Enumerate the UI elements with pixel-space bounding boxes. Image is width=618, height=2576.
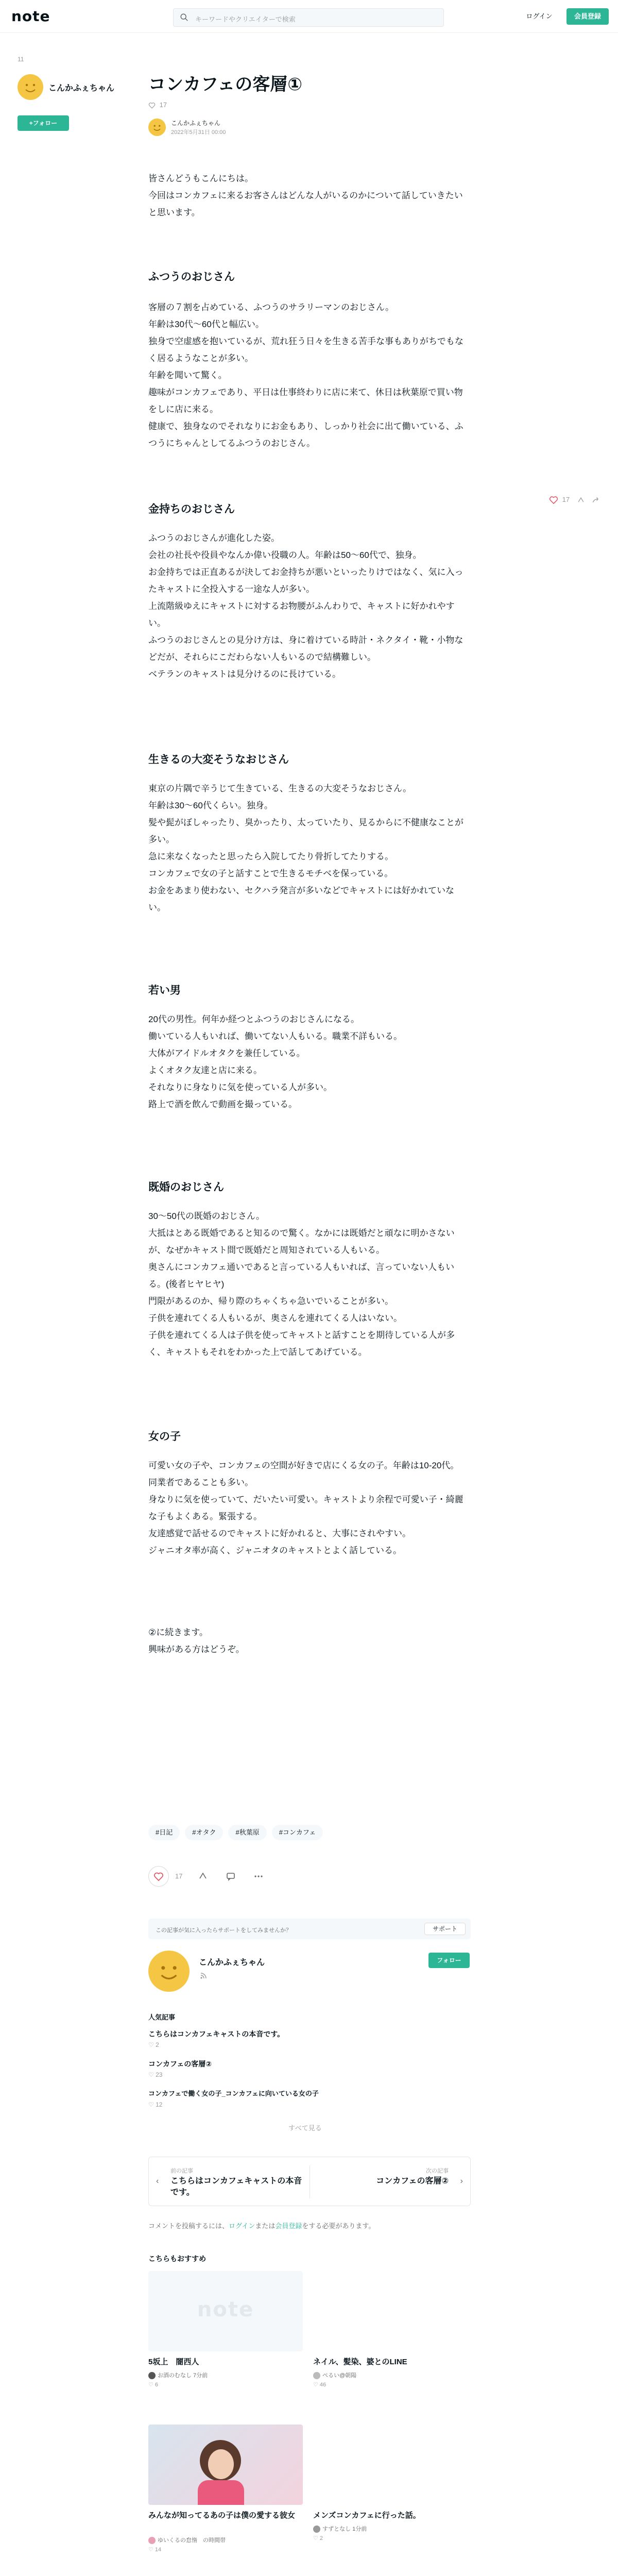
card-likes: ♡ 46 — [313, 2382, 327, 2388]
body-line: 門限があるのか、帰り際のちゃくちゃ急いでいることが多い。 — [148, 1296, 393, 1306]
section-heading: 金持ちのおじさん — [148, 503, 235, 515]
prev-label: 前の記事 — [170, 2168, 193, 2174]
card-user — [148, 2536, 226, 2544]
hashtag[interactable]: #秋葉原 — [228, 1825, 266, 1840]
card-likes: ♡ 14 — [148, 2547, 162, 2553]
share-icon[interactable] — [198, 1871, 208, 1882]
body-line: 髪や髭がぼしゃったり、臭かったり、太っていたり、見るからに不健康なことが多い。 — [148, 818, 464, 844]
body-line: それなりに身なりに気を使っている人が多い。 — [148, 1082, 332, 1092]
smile-face-icon — [148, 1951, 190, 1992]
user-avatar — [148, 2537, 156, 2544]
popular-item-title[interactable]: コンカフェの客層② — [148, 2060, 212, 2068]
chevron-left-icon[interactable]: ‹ — [156, 2177, 159, 2185]
body-line: 健康で、独身なのでそれなりにお金もあり、しっかり社会に出て働いている、ふつうにちゃんとしてるふつうのおじさん。 — [148, 421, 464, 448]
chevron-right-icon[interactable]: › — [460, 2177, 463, 2185]
card-like-count: 14 — [154, 2547, 162, 2553]
hashtag[interactable]: #コンカフェ — [272, 1825, 323, 1840]
section-heading: 生きるの大変そうなおじさん — [148, 754, 289, 766]
user-avatar — [313, 2526, 320, 2533]
card-title[interactable]: 5坂上 闇西人 — [148, 2358, 199, 2366]
smile-face-icon — [18, 74, 43, 100]
support-text: この記事が気に入ったらサポートをしてみませんか？ — [156, 1927, 291, 1934]
outro-line: 興味がある方はどうぞ。 — [148, 1645, 245, 1654]
comment-text: コメントを投稿するには、 — [148, 2222, 229, 2230]
body-line: 大抵はとある既婚であると知るので驚く。なかには既婚だと頑なに明かさないが、なぜかキャスト間で既婚だと周知されている人もいる。 — [148, 1228, 455, 1255]
section-body — [148, 530, 468, 683]
card-title[interactable]: メンズコンカフェに行った話。 — [313, 2511, 421, 2520]
section-body — [148, 1457, 468, 1559]
publish-date: 2022年5月31日 00:00 — [171, 129, 226, 135]
section-heading: 若い男 — [148, 985, 181, 996]
body-line: お金をあまり使わない、セクハラ発言が多いなどでキャストには好かれていない。 — [148, 886, 454, 912]
like-button[interactable] — [148, 1866, 169, 1887]
outro-paragraph — [148, 1624, 468, 1658]
body-line: 年齢は30代〜60代と幅広い。 — [148, 319, 264, 329]
profile-card-avatar[interactable] — [148, 1951, 190, 1992]
photo-face-shape — [208, 2449, 234, 2479]
body-line: 路上で酒を飲んで動画を撮っている。 — [148, 1099, 297, 1109]
body-line: ふつうのおじさんとの見分け方は、身に着けている時計・ネクタイ・靴・小物などだが、それらにこだわらない人もいるので結構難しい。 — [148, 635, 464, 662]
intro-line: 皆さんどうもこんにちは。 — [148, 174, 253, 183]
comment-text: をする必要があります。 — [302, 2222, 375, 2230]
card-likes: ♡ 6 — [148, 2382, 159, 2388]
see-all-link[interactable]: すべて見る — [288, 2124, 322, 2132]
creator-avatar[interactable] — [18, 74, 43, 100]
site-header — [0, 0, 618, 33]
body-line: 20代の男性。何年か経つとふつうのおじさんになる。 — [148, 1014, 359, 1024]
popular-like-count: 2 — [156, 2041, 159, 2048]
login-button[interactable]: ログイン — [526, 12, 553, 20]
article-navigation — [148, 2157, 471, 2206]
popular-item-likes: ♡ 12 — [148, 2101, 163, 2108]
body-line: 子供を連れてくる人もいるが、奥さんを連れてくる人はいない。 — [148, 1313, 402, 1323]
body-line: 可愛い女の子や、コンカフェの空間が好きで店にくる女の子。年齢は10-20代。同業者であることも多い。 — [148, 1461, 459, 1487]
comment-signup-link[interactable]: 会員登録 — [275, 2222, 302, 2230]
creator-name[interactable]: こんかふぇちゃん — [48, 84, 115, 93]
card-user — [313, 2371, 356, 2379]
body-line: 年齢は30〜60代くらい。独身。 — [148, 801, 273, 810]
author-avatar[interactable] — [148, 118, 166, 136]
popular-item-likes: ♡ 2 — [148, 2041, 159, 2048]
body-line: 趣味がコンカフェであり、平日は仕事終わりに店に来て、休日は秋葉原で買い物をしに店に来る。 — [148, 387, 463, 414]
popular-heading: 人気記事 — [148, 2013, 176, 2021]
section-heading: ふつうのおじさん — [148, 271, 235, 283]
card-title[interactable]: みんなが知ってるあの子は僕の愛する彼女 — [148, 2511, 296, 2520]
sidebar-count: 11 — [18, 56, 24, 63]
body-line: ジャニオタ率が高く、ジャニオタのキャストとよく話している。 — [148, 1546, 402, 1555]
note-placeholder-logo: note — [197, 2298, 254, 2321]
search-placeholder: キーワードやクリエイターで検索 — [195, 15, 296, 23]
section-body — [148, 780, 468, 916]
body-line: 東京の片隅で辛うじて生きている、生きるの大変そうなおじさん。 — [148, 784, 412, 793]
card-user-name: すずとなし 1分前 — [322, 2526, 367, 2532]
body-line: 身なりに気を使っていて、だいたい可愛い。キャストより余程で可愛い子・綺麗な子もよくある。緊張する。 — [148, 1495, 464, 1521]
next-article-link[interactable]: コンカフェの客層② — [376, 2177, 449, 2185]
body-line: 30〜50代の既婚のおじさん。 — [148, 1211, 265, 1221]
recommend-heading: こちらもおすすめ — [148, 2255, 207, 2263]
body-line: 急に来なくなったと思ったら入院してたり骨折してたりする。 — [148, 852, 393, 861]
more-options-icon[interactable] — [253, 1871, 264, 1882]
next-label: 次の記事 — [426, 2168, 449, 2174]
card-thumbnail — [148, 2271, 303, 2351]
intro-line: 今回はコンカフェに来るお客さんはどんな人がいるのかについて話していきたいと思います。 — [148, 191, 463, 217]
popular-like-count: 12 — [156, 2101, 163, 2108]
heart-icon — [153, 1872, 164, 1882]
rss-icon[interactable] — [200, 1972, 207, 1979]
comment-login-link[interactable]: ログイン — [229, 2222, 255, 2230]
body-line: 独身で空虚感を抱いているが、荒れ狂う日々を生きる苦手な事もありがちでもなく居るようなことが多い。 — [148, 336, 464, 363]
card-like-count: 46 — [319, 2382, 327, 2388]
signup-button[interactable]: 会員登録 — [566, 8, 609, 25]
comment-text: または — [255, 2222, 276, 2230]
body-line: 働いている人もいれば、働いてない人もいる。職業不詳もいる。 — [148, 1031, 402, 1041]
title-like-row — [148, 101, 167, 112]
smile-face-icon — [148, 118, 166, 136]
intro-paragraph — [148, 170, 468, 221]
outro-line: ②に続きます。 — [148, 1628, 208, 1637]
note-logo[interactable]: note — [11, 8, 50, 25]
author-name[interactable]: こんかふぇちゃん — [171, 120, 221, 127]
hashtag-list — [148, 1825, 328, 1841]
popular-item-title[interactable]: こちらはコンカフェキャストの本音です。 — [148, 2030, 285, 2038]
user-avatar — [148, 2372, 156, 2379]
hashtag[interactable]: #オタク — [185, 1825, 223, 1840]
body-line: 上流階級ゆえにキャストに対するお物腰がふんわりで、キャストに好かれやすい。 — [148, 601, 455, 628]
card-like-count: 2 — [319, 2535, 323, 2541]
comment-icon[interactable] — [226, 1871, 236, 1882]
support-banner — [148, 1919, 471, 1939]
card-user — [148, 2371, 208, 2379]
floating-actions — [549, 496, 616, 508]
title-like-count: 17 — [159, 101, 167, 109]
follow-button[interactable]: +フォロー — [18, 115, 69, 131]
body-line: ふつうのおじさんが進化した姿。 — [148, 533, 280, 543]
body-line: ベテランのキャストは見分けるのに長けている。 — [148, 669, 341, 679]
comment-notice — [148, 2221, 375, 2230]
body-line: 奥さんにコンカフェ通いであると言っている人もいれば、言っていない人もいる。(後者ヒヤヒヤ) — [148, 1262, 455, 1289]
card-user-name: ゆいくるの怠惰 の時間帯 — [158, 2537, 226, 2544]
photo-body-shape — [198, 2480, 244, 2505]
card-user — [313, 2524, 367, 2533]
body-line: 子供を連れてくる人は子供を使ってキャストと話すことを期待している人が多く、キャストもそれをわかった上で話してあげている。 — [148, 1330, 455, 1357]
body-line: よくオタク友達と店に来る。 — [148, 1065, 262, 1075]
card-like-count: 6 — [154, 2382, 159, 2388]
body-line: 年齢を聞いて驚く。 — [148, 370, 227, 380]
profile-card-name[interactable]: こんかふぇちゃん — [199, 1958, 265, 1967]
bottom-like-count: 17 — [175, 1872, 183, 1880]
heart-icon[interactable] — [148, 102, 156, 109]
body-line: コンカフェで女の子と話すことで生きるモチベを保っている。 — [148, 869, 393, 878]
search-icon — [180, 13, 189, 22]
forward-arrow-icon[interactable] — [592, 496, 600, 504]
body-line: お金持ちでは正直あるが決してお金持ちが悪いといったりけではなく、気に入ったキャストに全投入する一途な人が多い。 — [148, 567, 464, 594]
support-button[interactable]: サポート — [424, 1923, 466, 1935]
card-user-name: ぺるい@朝陽 — [322, 2372, 357, 2379]
prev-article-link[interactable]: こちらはコンカフェキャストの本音です。 — [170, 2177, 302, 2197]
hashtag[interactable]: #日記 — [148, 1825, 180, 1840]
card-title[interactable]: ネイル、髪染、婆とのLINE — [313, 2358, 407, 2366]
popular-like-count: 23 — [156, 2071, 163, 2078]
float-like-count: 17 — [562, 496, 570, 504]
body-line: 会社の社長や役員やなんか偉い役職の人。年齢は50〜60代で、独身。 — [148, 550, 422, 560]
article-title: コンカフェの客層① — [148, 75, 303, 94]
section-heading: 女の子 — [148, 1431, 181, 1443]
body-line: 客層の７割を占めている、ふつうのサラリーマンのおじさん。 — [148, 302, 394, 312]
body-line: 友達感覚で話せるのでキャストに好かれると、大事にされやすい。 — [148, 1529, 411, 1538]
section-body — [148, 299, 468, 452]
popular-item-likes: ♡ 23 — [148, 2071, 163, 2078]
search-box[interactable] — [173, 8, 444, 27]
user-avatar — [313, 2372, 320, 2379]
popular-item-title[interactable]: コンカフェで働く女の子_コンカフェに向いている女の子 — [148, 2090, 319, 2097]
card-thumbnail — [148, 2425, 303, 2505]
section-body — [148, 1208, 468, 1361]
section-heading: 既婚のおじさん — [148, 1181, 224, 1193]
card-user-name: お酒のむなし 7分前 — [158, 2372, 208, 2379]
heart-icon[interactable] — [549, 496, 558, 505]
card-likes: ♡ 2 — [313, 2535, 323, 2541]
body-line: 大体がアイドルオタクを兼任している。 — [148, 1048, 305, 1058]
article-actions — [148, 1866, 468, 1892]
profile-card-follow-button[interactable]: フォロー — [428, 1953, 470, 1968]
section-body — [148, 1011, 468, 1113]
share-icon[interactable] — [577, 496, 585, 504]
